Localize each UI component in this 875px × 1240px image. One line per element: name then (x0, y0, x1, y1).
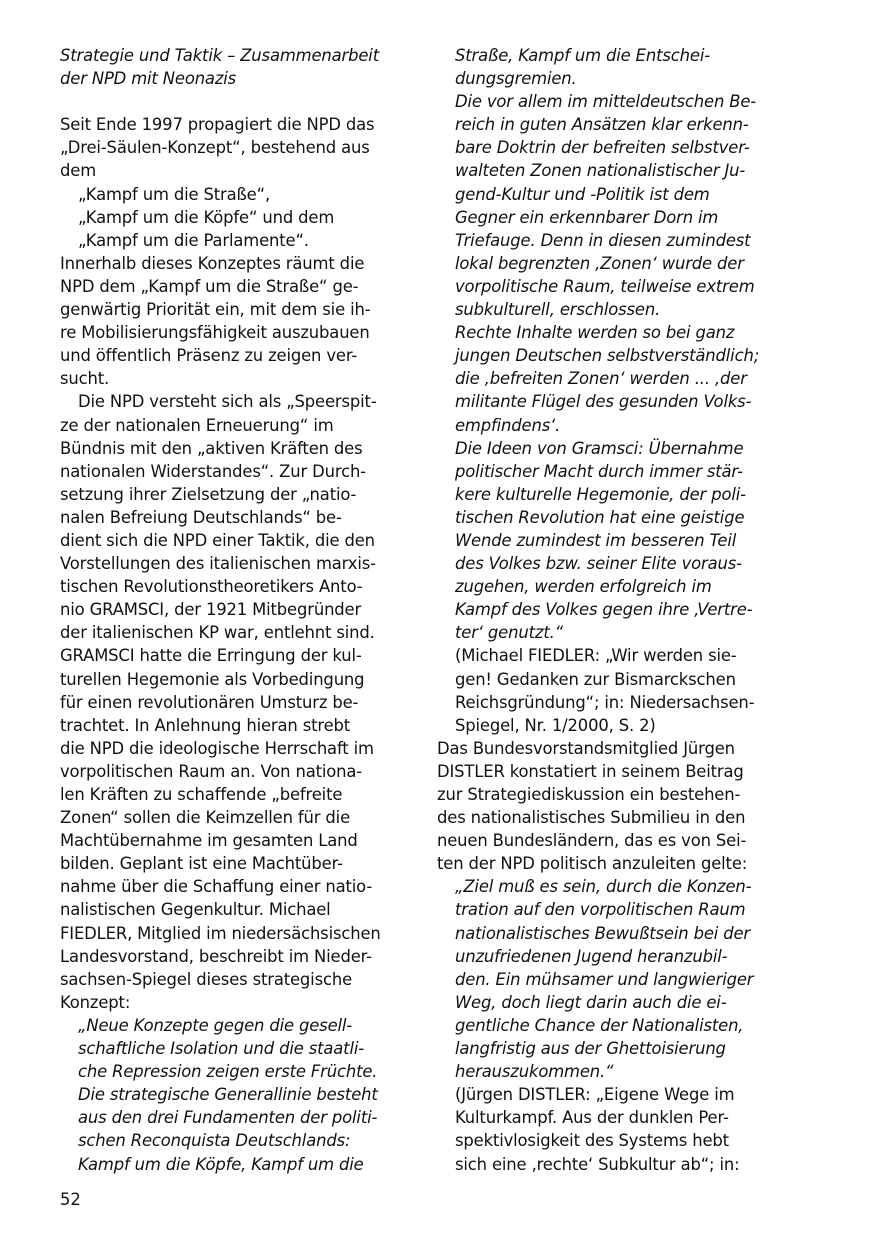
text-line: Vorstellungen des italienischen marxis- (60, 554, 376, 574)
text-line: gend-Kultur und -Politik ist dem (455, 184, 710, 204)
text-line: Machtübernahme im gesamten Land (60, 831, 358, 851)
text-line: zur Strategiediskussion ein bestehen- (437, 785, 741, 804)
text-line: politischer Macht durch immer stär- (455, 461, 743, 481)
text-line: Rechte Inhalte werden so bei ganz (455, 323, 735, 343)
text-line: Die strategische Generallinie besteht (78, 1085, 378, 1105)
text-line: des nationalistisches Submilieu in den (437, 808, 746, 828)
text-line: vorpolitischen Raum an. Von nationa- (60, 761, 363, 781)
text-line: len Kräften zu schaffende „befreite (60, 785, 343, 804)
text-line: schen Reconquista Deutschlands: (78, 1131, 351, 1151)
text-line: Strategie und Taktik – Zusammenarbeit (60, 46, 379, 65)
text-line: tischen Revolution hat eine geistige (455, 507, 745, 527)
text-line: schaftliche Isolation und die staatli- (78, 1039, 365, 1059)
text-line: (Michael FIEDLER: „Wir werden sie- (455, 646, 737, 666)
text-line: tischen Revolutionstheoretikers Anto- (60, 577, 363, 597)
text-line: jungen Deutschen selbstverständlich; (455, 346, 760, 366)
text-line: spektivlosigkeit des Systems hebt (455, 1131, 729, 1151)
text-line: gentliche Chance der Nationalisten, (455, 1015, 744, 1035)
text-line: Weg, doch liegt darin auch die ei- (455, 992, 727, 1012)
text-line: ze der nationalen Erneuerung“ im (60, 415, 334, 435)
text-line: nalen Befreiung Deutschlands“ be- (60, 507, 342, 527)
text-line: (Jürgen DISTLER: „Eigene Wege im (455, 1085, 735, 1105)
text-line: der italienischen KP war, entlehnt sind. (60, 623, 375, 643)
text-line: Innerhalb dieses Konzeptes räumt die (60, 253, 365, 273)
text-line: Triefauge. Denn in diesen zumindest (455, 230, 751, 250)
text-line: DISTLER konstatiert in seinem Beitrag (437, 761, 744, 781)
text-line: militante Flügel des gesunden Volks- (455, 392, 752, 412)
text-line: sucht. (60, 369, 110, 389)
text-line: Seit Ende 1997 propagiert die NPD das (60, 115, 375, 135)
text-line: Kampf des Volkes gegen ihre ‚Vertre- (455, 600, 753, 620)
text-line: Straße, Kampf um die Entschei- (455, 46, 710, 65)
text-line: Spiegel, Nr. 1/2000, S. 2) (455, 715, 656, 735)
text-line: bare Doktrin der befreiten selbstver- (455, 138, 750, 158)
text-line: „Kampf um die Parlamente“. (78, 230, 309, 250)
text-line: dem (60, 161, 97, 181)
text-line: Wende zumindest im besseren Teil (455, 530, 737, 550)
text-line: den. Ein mühsamer und langwieriger (455, 969, 754, 989)
text-line: Bündnis mit den „aktiven Kräften des (60, 438, 363, 458)
text-line: ten der NPD politisch anzuleiten gelte: (437, 854, 748, 874)
text-line: „Kampf um die Köpfe“ und dem (78, 207, 335, 227)
text-line: GRAMSCI hatte die Erringung der kul- (60, 646, 362, 666)
text-line: Zonen“ sollen die Keimzellen für die (60, 808, 350, 828)
text-line: aus den drei Fundamenten der politi- (78, 1108, 378, 1128)
text-line: Kampf um die Köpfe, Kampf um die (78, 1154, 364, 1174)
text-line: tration auf den vorpolitischen Raum (455, 900, 746, 920)
text-line: zugehen, werden erfolgreich im (455, 577, 712, 597)
text-line: für einen revolutionären Umsturz be- (60, 692, 359, 712)
text-line: bilden. Geplant ist eine Machtüber- (60, 854, 343, 874)
text-line: turellen Hegemonie als Vorbedingung (60, 669, 365, 689)
paragraph-gap (60, 90, 405, 113)
text-line: nationalistisches Bewußtsein bei der (455, 923, 751, 943)
text-line: dungsgremien. (455, 69, 577, 89)
text-line: der NPD mit Neonazis (60, 69, 237, 89)
text-line: langfristig aus der Ghettoisierung (455, 1039, 726, 1059)
text-line: und öffentlich Präsenz zu zeigen ver- (60, 346, 358, 366)
text-line: des Volkes bzw. seiner Elite voraus- (455, 554, 742, 574)
text-line: Gegner ein erkennbarer Dorn im (455, 207, 719, 227)
text-line: die NPD die ideologische Herrschaft im (60, 738, 374, 758)
text-line: „Drei-Säulen-Konzept“, bestehend aus (60, 138, 370, 158)
text-line: nio GRAMSCI, der 1921 Mitbegründer (60, 600, 362, 620)
text-line: Die Ideen von Gramsci: Übernahme (455, 438, 744, 458)
text-line: „Kampf um die Straße“, (78, 184, 271, 204)
text-line: Landesvorstand, beschreibt im Nieder- (60, 946, 372, 966)
text-line: „Neue Konzepte gegen die gesell- (78, 1015, 353, 1035)
text-line: re Mobilisierungsfähigkeit auszubauen (60, 323, 370, 343)
text-line: Die vor allem im mitteldeutschen Be- (455, 92, 757, 112)
text-line: vorpolitische Raum, teilweise extrem (455, 276, 755, 296)
text-line: nationalen Widerstandes“. Zur Durch- (60, 461, 366, 481)
text-line: Kulturkampf. Aus der dunklen Per- (455, 1108, 729, 1128)
text-line: Konzept: (60, 992, 131, 1012)
text-line: nahme über die Schaffung einer natio- (60, 877, 373, 897)
text-line: herauszukommen.“ (455, 1062, 614, 1082)
left-column (60, 44, 405, 1176)
text-line: gen! Gedanken zur Bismarckschen (455, 669, 736, 689)
right-column (437, 44, 782, 1176)
text-line: reich in guten Ansätzen klar erkenn- (455, 115, 749, 135)
text-line: sachsen-Spiegel dieses strategische (60, 969, 353, 989)
text-line: setzung ihrer Zielsetzung der „natio- (60, 484, 357, 504)
text-line: che Repression zeigen erste Früchte. (78, 1062, 378, 1082)
text-line: nalistischen Gegenkultur. Michael (60, 900, 331, 920)
text-line: neuen Bundesländern, das es von Sei- (437, 831, 747, 851)
text-line: kere kulturelle Hegemonie, der poli- (455, 484, 746, 504)
text-line: Die NPD versteht sich als „Speerspit- (78, 392, 377, 412)
text-line: „Ziel muß es sein, durch die Konzen- (455, 877, 752, 897)
text-line: die ‚befreiten Zonen‘ werden ... ‚der (455, 369, 747, 389)
text-line: empfindens‘. (455, 415, 561, 435)
text-line: sich eine ‚rechte‘ Subkultur ab“; in: (455, 1154, 740, 1174)
text-line: genwärtig Priorität ein, mit dem sie ih- (60, 300, 371, 320)
text-line: NPD dem „Kampf um die Straße“ ge- (60, 276, 359, 296)
text-line: dient sich die NPD einer Taktik, die den (60, 530, 375, 550)
page-number: 52 (60, 1190, 81, 1209)
text-line: unzufriedenen Jugend heranzubil- (455, 946, 728, 966)
text-line: ter‘ genutzt.“ (455, 623, 563, 643)
text-line: lokal begrenzten ‚Zonen‘ wurde der (455, 253, 744, 273)
text-line: Das Bundesvorstandsmitglied Jürgen (437, 738, 735, 758)
text-line: Reichsgründung“; in: Niedersachsen- (455, 692, 755, 712)
text-line: trachtet. In Anlehnung hieran strebt (60, 715, 351, 735)
text-line: walteten Zonen nationalistischer Ju- (455, 161, 746, 181)
text-line: subkulturell, erschlossen. (455, 300, 661, 320)
text-line: FIEDLER, Mitglied im niedersächsischen (60, 923, 381, 943)
